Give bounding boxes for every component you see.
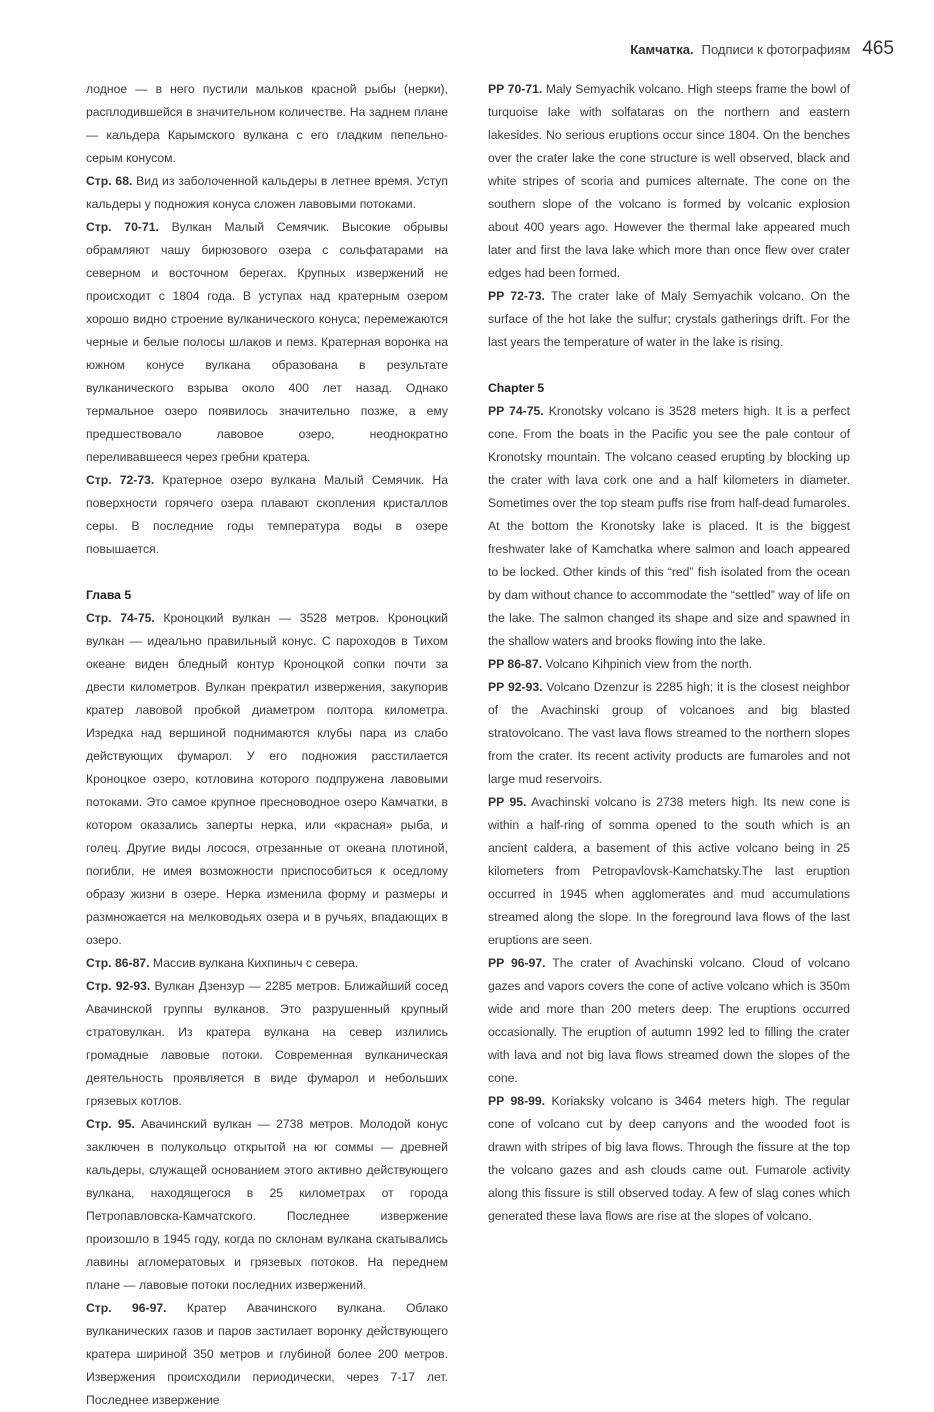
page-reference: PP 95. bbox=[488, 795, 527, 809]
chapter-heading: Глава 5 bbox=[86, 588, 132, 602]
caption-paragraph bbox=[86, 78, 448, 170]
caption-paragraph bbox=[488, 78, 850, 285]
caption-text: Массив вулкана Кихпиныч с севера. bbox=[149, 956, 359, 970]
chapter-heading: Chapter 5 bbox=[488, 381, 545, 395]
caption-text: The crater of Avachinski volcano. Cloud of volcano gazes and vapors covers the cone of active volcano which is 350m wide and more than 200 meters deep. The eruptions occurred occasionally. The eruption of autumn 1992 led to filling the crater with lava and not big lava flows streamed down the slopes of the cone. bbox=[488, 956, 850, 1085]
caption-paragraph bbox=[488, 285, 850, 354]
caption-paragraph bbox=[488, 952, 850, 1090]
russian-captions-column bbox=[86, 78, 448, 1412]
caption-text: лодное — в него пустили мальков красной рыбы (нерки), расплодившейся в значительном количестве. На заднем плане — кальдера Карымского вулкана с его гладким пепельно-серым конусом. bbox=[86, 82, 448, 165]
page-reference: Стр. 86-87. bbox=[86, 956, 150, 970]
page-reference: PP 74-75. bbox=[488, 404, 544, 418]
caption-paragraph bbox=[488, 653, 850, 676]
page-reference: Стр. 74-75. bbox=[86, 611, 155, 625]
page-reference: PP 96-97. bbox=[488, 956, 546, 970]
caption-text: Кратерное озеро вулкана Малый Семячик. На поверхности горячего озера плавают скопления кристаллов серы. В последние годы температура воды в озере повышается. bbox=[86, 473, 448, 556]
caption-text: Volcano Kihpinich view from the north. bbox=[541, 657, 752, 671]
english-captions-column bbox=[488, 78, 850, 1228]
page-reference: Стр. 70-71. bbox=[86, 220, 159, 234]
caption-paragraph bbox=[86, 216, 448, 469]
caption-paragraph bbox=[86, 975, 448, 1113]
page-reference: PP 86-87. bbox=[488, 657, 542, 671]
caption-text: Вид из заболоченной кальдеры в летнее время. Уступ кальдеры у подножия конуса сложен лавовыми потоками. bbox=[86, 174, 448, 211]
page-reference: PP 70-71. bbox=[488, 82, 543, 96]
caption-paragraph bbox=[86, 1113, 448, 1297]
caption-text: Volcano Dzenzur is 2285 high; it is the closest neighbor of the Avachinski group of volcanoes and big blasted stratovolcano. The vast lava flows streamed to the northern slopes from the crater. Its recent activity products are fumaroles and not large mud reservoirs. bbox=[488, 680, 850, 786]
caption-text: Avachinski volcano is 2738 meters high. Its new cone is within a half-ring of somma opened to the south which is an ancient caldera, a basement of this active volcano being in 25 kilometers from Petropavlovsk-Kamchatsky.The last eruption occurred in 1945 when agglomerates and mud accumulations streamed along the slope. In the foreground lava flows of the last eruptions are seen. bbox=[488, 795, 850, 947]
caption-text: Kronotsky volcano is 3528 meters high. It is a perfect cone. From the boats in the Pacific you see the pale contour of Kronotsky mountain. The volcano ceased erupting by blocking up the crater with lava cork one and a half kilometers in diameter. Sometimes over the top steam puffs rise from half-dead fumaroles. At the bottom the Kronotsky lake is placed. It is the biggest freshwater lake of Kamchatka where salmon and loach appeared to be locked. Other kinds of this “red” fish isolated from the ocean by dam without chance to accommodate the “settled” way of life on the lake. The salmon changed its shape and size and spawned in the shallow waters and brooks flowing into the lake. bbox=[488, 404, 850, 648]
caption-text: Koriaksky volcano is 3464 meters high. The regular cone of volcano cut by deep canyons and the wooded foot is drawn with stripes of big lava flows. Through the fissure at the top the volcano gazes and ash clouds came out. Fumarole activity along this fissure is still observed today. A few of slag cones which generated these lava flows are rise at the slopes of volcano. bbox=[488, 1094, 851, 1223]
page-reference: PP 98-99. bbox=[488, 1094, 546, 1108]
caption-text: Кратер Авачинского вулкана. Облако вулканических газов и паров застилает воронку действующего кратера шириной 350 метров и глубиной более 200 метров. Извержения происходили периодически, через 7-17 лет. Последнее извержение bbox=[86, 1301, 449, 1407]
caption-text: The crater lake of Maly Semyachik volcano. On the surface of the hot lake the sulfur; crystals gatherings drift. For the last years the temperature of water in the lake is rising. bbox=[488, 289, 850, 349]
caption-text: Вулкан Дзензур — 2285 метров. Ближайший сосед Авачинской группы вулканов. Это разрушенный крупный стратовулкан. Из кратера вулкана на север излились громадные лавовые потоки. Современная вулканическая деятельность проявляется в виде фумарол и небольших грязевых котлов. bbox=[86, 979, 449, 1108]
caption-paragraph bbox=[488, 1090, 850, 1228]
running-head-title: Камчатка. bbox=[630, 42, 694, 57]
caption-paragraph bbox=[86, 170, 448, 216]
caption-paragraph bbox=[86, 607, 448, 952]
page-reference: Стр. 95. bbox=[86, 1117, 135, 1131]
page-reference: Стр. 96-97. bbox=[86, 1301, 167, 1315]
caption-paragraph bbox=[488, 400, 850, 653]
caption-paragraph bbox=[86, 952, 448, 975]
page-number: 465 bbox=[862, 38, 894, 59]
running-head bbox=[630, 38, 894, 60]
caption-text: Кроноцкий вулкан — 3528 метров. Кроноцкий вулкан — идеально правильный конус. С пароходов в Тихом океане виден бледный контур Кроноцкой сопки почти за двести километров. Вулкан прекратил извержения, закупорив кратер лавовой пробкой диаметром полтора километра. Изредка над вершиной поднимаются клубы пара из слабо действующих фумарол. У его подножия расстилается Кроноцкое озеро, котловина которого подпружена лавовыми потоками. Это самое крупное пресноводное озеро Камчатки, в котором оказались заперты нерка, или «красная» рыба, и голец. Другие виды лосося, отрезанные от океана плотиной, погибли, не имея возможности приспособиться к оседлому образу жизни в озере. Нерка изменила форму и размеры и размножается на мелководьях озера и в ручьях, впадающих в озеро. bbox=[86, 611, 448, 947]
caption-paragraph bbox=[86, 1297, 448, 1412]
caption-paragraph bbox=[488, 676, 850, 791]
caption-text: Maly Semyachik volcano. High steeps frame the bowl of turquoise lake with solfataras on the northern and eastern lakesides. No serious eruptions occur since 1804. On the benches over the crater lake the cone structure is well observed, black and white stripes of scoria and pumices alternate. The cone on the southern slope of the volcano is formed by volcanic explosion about 400 years ago. However the thermal lake appeared much later and first the lava lake which more than once flew over crater edges had been formed. bbox=[488, 82, 850, 280]
caption-paragraph bbox=[488, 791, 850, 952]
caption-text: Авачинский вулкан — 2738 метров. Молодой конус заключен в полукольцо открытой на юг соммы — древней кальдеры, служащей основанием этого активно действующего вулкана, находящегося в 25 километрах от города Петропавловска-Камчатского. Последнее извержение произошло в 1945 году, когда по склонам вулкана скатывались лавины агломератовых и грязевых потоков. На переднем плане — лавовые потоки последних извержений. bbox=[86, 1117, 448, 1292]
page-reference: Стр. 72-73. bbox=[86, 473, 155, 487]
caption-text: Вулкан Малый Семячик. Высокие обрывы обрамляют чашу бирюзового озера с сольфатарами на северном и восточном берегах. Крупных извержений не происходит с 1804 года. В уступах над кратерным озером хорошо видно строение вулканического конуса; перемежаются черные и белые полосы шлаков и пемз. Кратерная воронка на южном конусе вулкана образована в результате вулканического взрыва около 400 лет назад. Однако термальное озеро появилось значительно позже, а ему предшествовало лавовое озеро, неоднократно переливавшееся через гребни кратера. bbox=[86, 220, 448, 464]
running-head-subtitle: Подписи к фотографиям bbox=[701, 42, 851, 57]
caption-paragraph bbox=[86, 469, 448, 561]
page-reference: Стр. 68. bbox=[86, 174, 133, 188]
page-reference: Стр. 92-93. bbox=[86, 979, 151, 993]
page-reference: PP 72-73. bbox=[488, 289, 545, 303]
page-reference: PP 92-93. bbox=[488, 680, 543, 694]
